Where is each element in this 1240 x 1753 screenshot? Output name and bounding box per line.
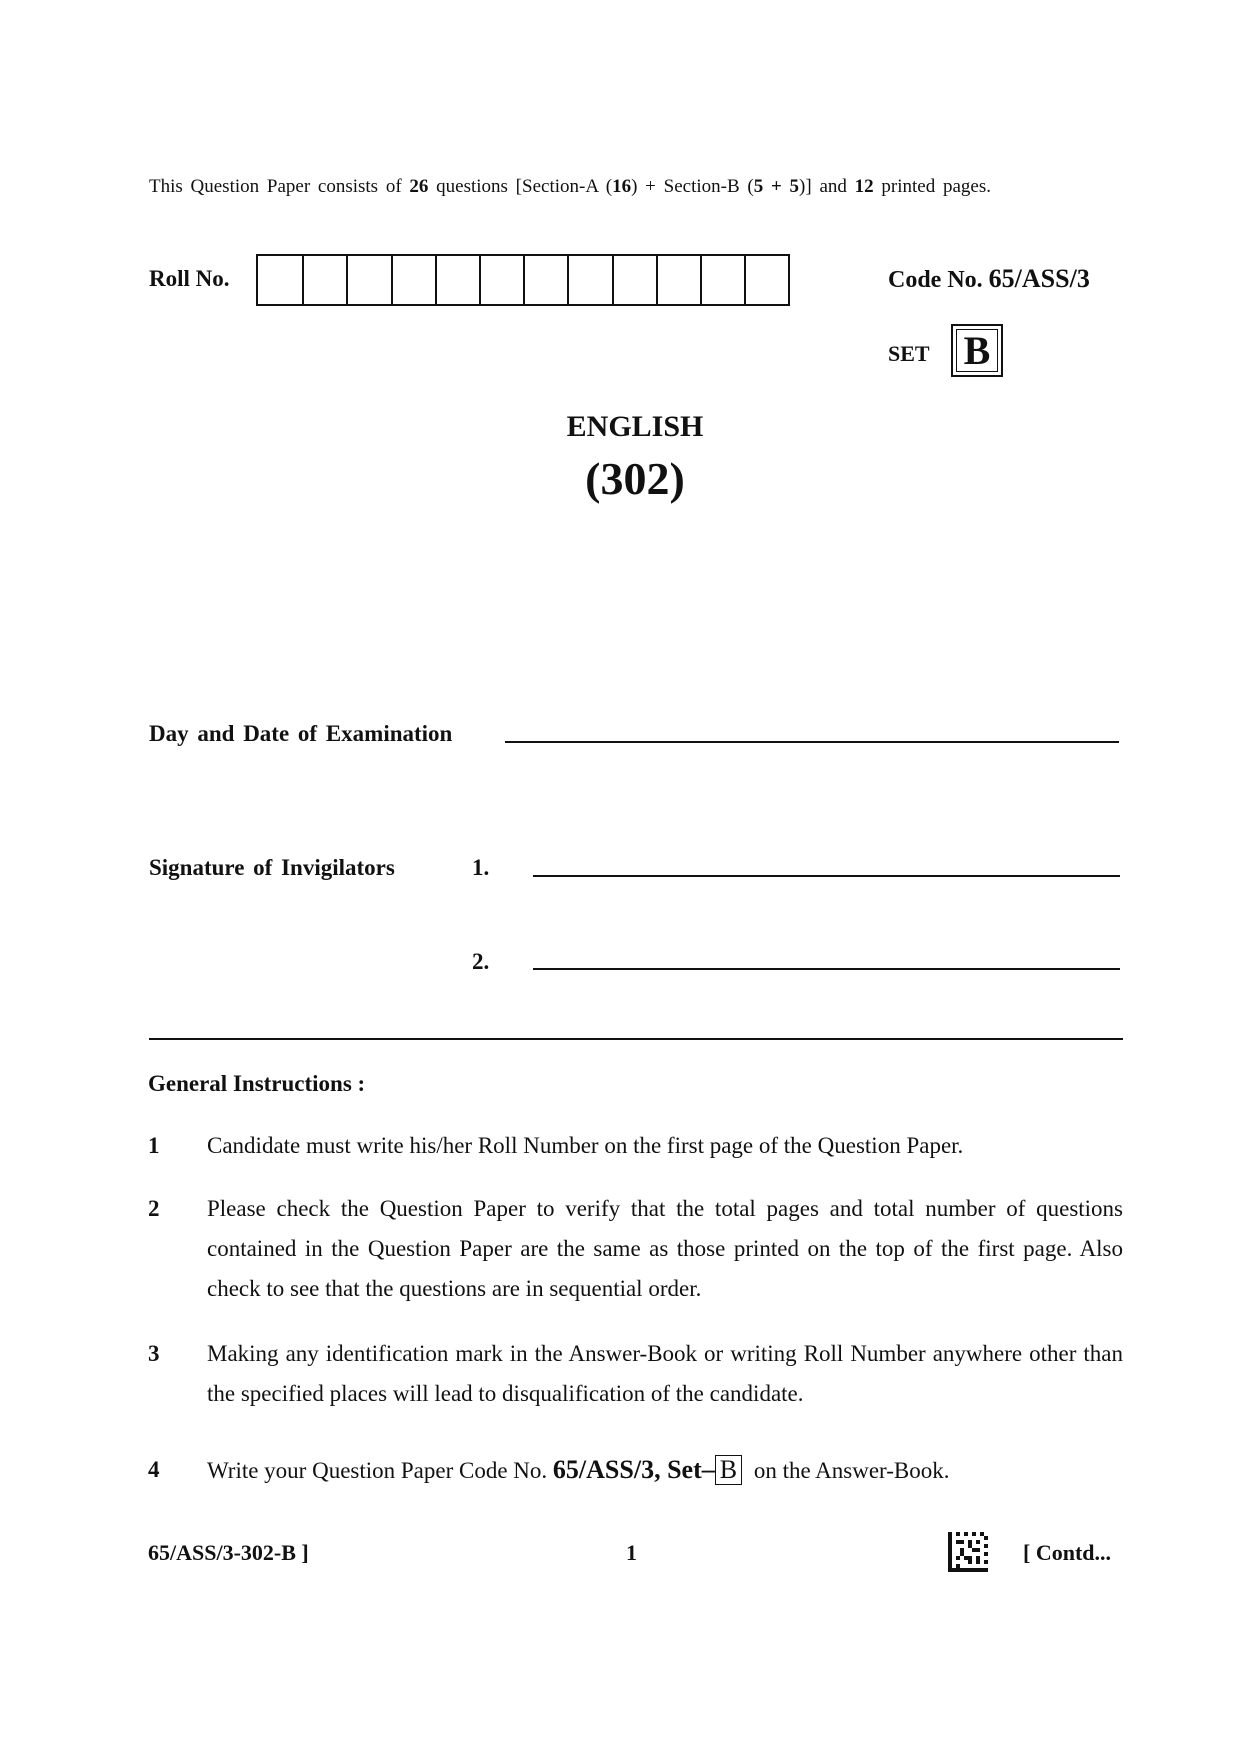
set-inline-box: B bbox=[715, 1455, 742, 1485]
instruction-number: 1 bbox=[148, 1133, 160, 1158]
section-divider bbox=[149, 1038, 1123, 1040]
instruction-text: Making any identification mark in the Answer-Book or writing Roll Number anywhere other than the specified places will lead to disqualification of the candidate. bbox=[207, 1341, 1123, 1406]
paper-summary-line: This Question Paper consists of 26 questions [Section-A (16) + Section-B (5 + 5)] and 12 printed pages. bbox=[149, 176, 991, 197]
instruction-item bbox=[148, 1334, 1123, 1414]
roll-digit-box[interactable] bbox=[258, 256, 302, 304]
exam-date-field[interactable] bbox=[505, 741, 1119, 743]
general-instructions-title: General Instructions : bbox=[148, 1071, 366, 1096]
continued-label: [ Contd... bbox=[1023, 1540, 1112, 1565]
footer-paper-code: 65/ASS/3-302-B ] bbox=[148, 1540, 309, 1565]
instruction-number: 2 bbox=[148, 1196, 160, 1221]
roll-number-label: Roll No. bbox=[149, 266, 230, 291]
roll-digit-box[interactable] bbox=[391, 256, 435, 304]
invigilator-signature-label: Signature of Invigilators bbox=[149, 855, 395, 880]
signature-1-number: 1. bbox=[472, 855, 490, 880]
page-number: 1 bbox=[626, 1540, 637, 1565]
instruction-item bbox=[148, 1450, 1123, 1491]
subject-code: (302) bbox=[585, 453, 685, 504]
instruction-text: Write your Question Paper Code No. 65/ASS/3, Set– B on the Answer-Book. bbox=[207, 1455, 950, 1484]
roll-digit-box[interactable] bbox=[567, 256, 611, 304]
set-value: B bbox=[956, 329, 998, 372]
exam-date-label: Day and Date of Examination bbox=[149, 721, 453, 746]
instruction-item bbox=[148, 1126, 1123, 1166]
roll-digit-box[interactable] bbox=[612, 256, 656, 304]
roll-digit-box[interactable] bbox=[523, 256, 567, 304]
signature-1-field[interactable] bbox=[533, 875, 1120, 877]
set-box bbox=[951, 324, 1003, 377]
roll-digit-box[interactable] bbox=[479, 256, 523, 304]
barcode-icon bbox=[948, 1532, 988, 1572]
set-label: SET bbox=[888, 341, 930, 366]
instruction-number: 3 bbox=[148, 1341, 160, 1366]
instruction-number: 4 bbox=[148, 1457, 160, 1482]
subject-title: ENGLISH bbox=[566, 410, 704, 443]
roll-digit-box[interactable] bbox=[346, 256, 390, 304]
roll-number-boxes[interactable] bbox=[256, 254, 790, 306]
signature-2-field[interactable] bbox=[533, 968, 1120, 970]
roll-digit-box[interactable] bbox=[700, 256, 744, 304]
roll-digit-box[interactable] bbox=[744, 256, 788, 304]
instruction-item bbox=[148, 1189, 1123, 1309]
instruction-text: Candidate must write his/her Roll Number on the first page of the Question Paper. bbox=[207, 1133, 964, 1158]
roll-digit-box[interactable] bbox=[656, 256, 700, 304]
signature-2-number: 2. bbox=[472, 949, 490, 974]
roll-digit-box[interactable] bbox=[435, 256, 479, 304]
roll-digit-box[interactable] bbox=[302, 256, 346, 304]
code-number: Code No. 65/ASS/3 bbox=[888, 264, 1090, 293]
instruction-text: Please check the Question Paper to verify that the total pages and total number of questions contained in the Question Paper are the same as those printed on the top of the first page. Also check to see that the questions are in sequential order. bbox=[207, 1196, 1123, 1301]
